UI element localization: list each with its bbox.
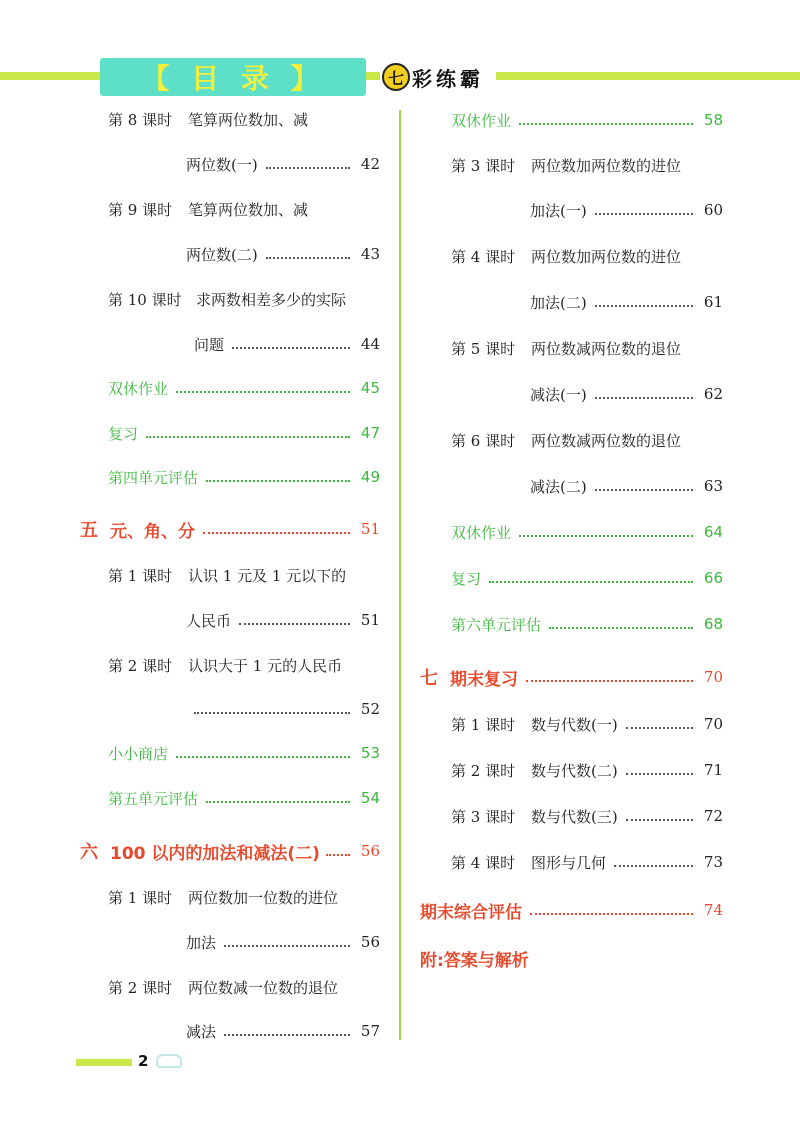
leader-dots — [595, 397, 693, 399]
toc-entry[interactable]: 问题 44 — [194, 335, 380, 354]
toc-entry[interactable]: 人民币 51 — [186, 611, 380, 630]
toc-lesson-7-3[interactable]: 第 3 课时 数与代数(三) 72 — [451, 807, 723, 826]
toc-entry[interactable]: 加法(二) 61 — [530, 293, 723, 312]
toc-lesson-6-2[interactable]: 第 2 课时 两位数减一位数的退位 — [108, 978, 339, 997]
leader-dots — [232, 347, 350, 349]
leader-dots — [626, 727, 693, 729]
brand-logo — [380, 62, 496, 92]
page-number: 2 — [138, 1052, 149, 1070]
leader-dots — [530, 913, 693, 915]
leader-dots — [206, 480, 350, 482]
leader-dots — [146, 436, 350, 438]
toc-lesson-7-4[interactable]: 第 4 课时 图形与几何 73 — [451, 853, 723, 872]
toc-review[interactable]: 复习 66 — [451, 569, 723, 588]
leader-dots — [626, 773, 693, 775]
toc-section-7[interactable]: 七 期末复习 70 — [420, 668, 723, 690]
leader-dots — [549, 627, 693, 629]
leader-dots — [326, 854, 350, 856]
toc-entry[interactable]: 减法(一) 62 — [530, 385, 723, 404]
toc-entry[interactable]: 加法(一) 60 — [530, 201, 723, 220]
leader-dots — [489, 581, 693, 583]
brand-text: 彩练霸 — [412, 66, 484, 91]
toc-review[interactable]: 复习 47 — [108, 424, 380, 443]
toc-lesson-6[interactable]: 第 6 课时 两位数减两位数的退位 — [451, 431, 682, 450]
toc-unit4-assessment[interactable]: 第四单元评估 49 — [108, 468, 380, 487]
leader-dots — [206, 801, 350, 803]
toc-entry[interactable]: 加法 56 — [186, 933, 380, 952]
leader-dots — [266, 257, 350, 259]
toc-section-6[interactable]: 六 100 以内的加法和减法(二) 56 — [80, 842, 380, 864]
leader-dots — [176, 756, 350, 758]
page-title: 【 目 录 】 — [100, 58, 366, 96]
leader-dots — [595, 213, 693, 215]
toc-lesson-7-2[interactable]: 第 2 课时 数与代数(二) 71 — [451, 761, 723, 780]
toc-lesson-5[interactable]: 第 5 课时 两位数减两位数的退位 — [451, 339, 682, 358]
leader-dots — [595, 305, 693, 307]
leader-dots — [526, 680, 693, 682]
leader-dots — [595, 489, 693, 491]
toc-entry[interactable]: 52 — [194, 697, 380, 721]
leader-dots — [176, 391, 350, 393]
toc-unit6-assessment[interactable]: 第六单元评估 68 — [451, 615, 723, 634]
toc-lesson-5-2[interactable]: 第 2 课时 认识大于 1 元的人民币 — [108, 656, 343, 675]
toc-final-assessment[interactable]: 期末综合评估 74 — [420, 901, 723, 923]
toc-entry[interactable]: 两位数(二) 43 — [186, 245, 380, 264]
leader-dots — [224, 1034, 350, 1036]
footer-ornament — [156, 1054, 182, 1068]
toc-lesson-3[interactable]: 第 3 课时 两位数加两位数的进位 — [451, 156, 682, 175]
toc-entry[interactable]: 两位数(一) 42 — [186, 155, 380, 174]
toc-lesson-4[interactable]: 第 4 课时 两位数加两位数的进位 — [451, 247, 682, 266]
toc-appendix[interactable]: 附:答案与解析 — [420, 950, 529, 971]
toc-weekend-homework[interactable]: 双休作业 64 — [451, 523, 723, 542]
toc-unit5-assessment[interactable]: 第五单元评估 54 — [108, 789, 380, 808]
leader-dots — [239, 623, 350, 625]
toc-lesson-6-1[interactable]: 第 1 课时 两位数加一位数的进位 — [108, 888, 339, 907]
toc-little-shop[interactable]: 小小商店 53 — [108, 744, 380, 763]
toc-weekend-homework[interactable]: 双休作业 58 — [451, 111, 723, 130]
leader-dots — [194, 712, 350, 714]
toc-lesson-8[interactable]: 第 8 课时 笔算两位数加、减 — [108, 110, 309, 129]
toc-lesson-5-1[interactable]: 第 1 课时 认识 1 元及 1 元以下的 — [108, 566, 347, 585]
leader-dots — [224, 945, 350, 947]
leader-dots — [266, 167, 350, 169]
toc-weekend-homework[interactable]: 双休作业 45 — [108, 379, 380, 398]
toc-entry[interactable]: 减法(二) 63 — [530, 477, 723, 496]
toc-lesson-10[interactable]: 第 10 课时 求两数相差多少的实际 — [108, 290, 347, 309]
leader-dots — [519, 123, 693, 125]
footer-bar — [76, 1059, 132, 1066]
column-divider — [399, 110, 401, 1040]
brand-mark: 七 — [382, 63, 410, 91]
leader-dots — [626, 819, 693, 821]
toc-section-5[interactable]: 五 元、角、分 51 — [80, 520, 380, 542]
leader-dots — [203, 532, 350, 534]
leader-dots — [519, 535, 693, 537]
toc-entry[interactable]: 减法 57 — [186, 1022, 380, 1041]
toc-lesson-9[interactable]: 第 9 课时 笔算两位数加、减 — [108, 200, 309, 219]
toc-lesson-7-1[interactable]: 第 1 课时 数与代数(一) 70 — [451, 715, 723, 734]
leader-dots — [614, 865, 693, 867]
